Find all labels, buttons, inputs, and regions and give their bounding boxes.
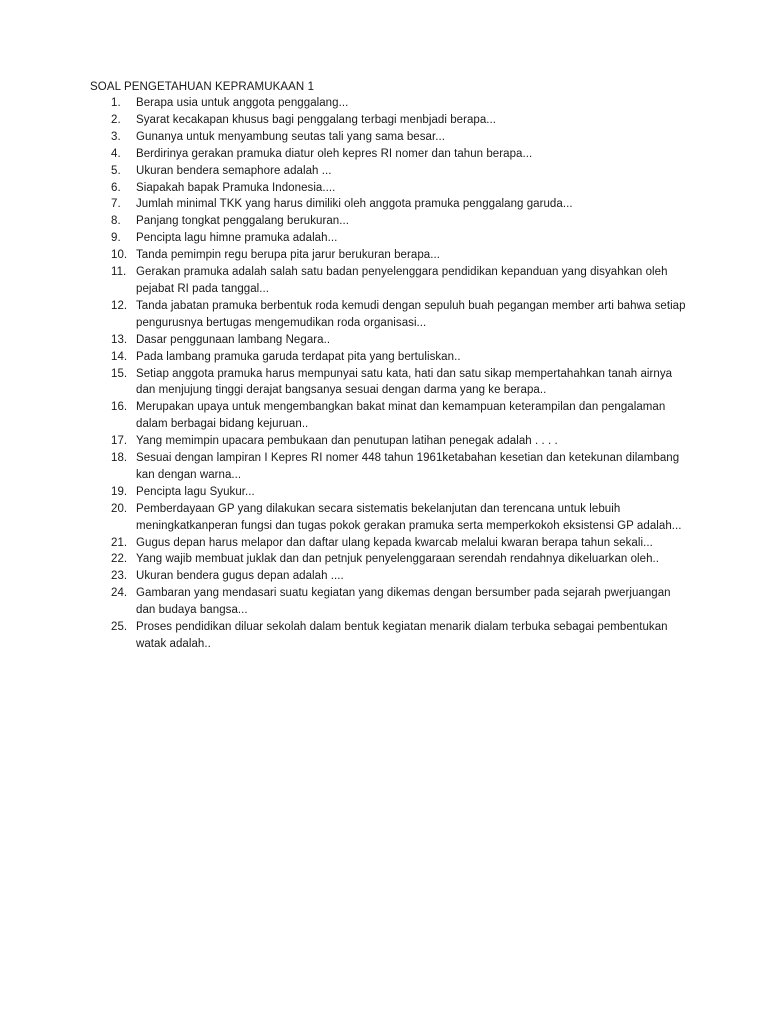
question-text: Gerakan pramuka adalah salah satu badan penyelenggara pendidikan kepanduan yang disyahkan oleh pejabat RI pada tanggal...: [136, 266, 668, 295]
question-number: 22.: [111, 553, 128, 566]
question-text: Panjang tongkat penggalang berukuran...: [136, 215, 349, 228]
question-number: 13.: [111, 333, 128, 346]
question-item: [90, 146, 690, 163]
question-item: [90, 366, 690, 400]
question-item: [90, 450, 690, 484]
question-item: [90, 332, 690, 349]
question-text: Syarat kecakapan khusus bagi penggalang terbagi menbjadi berapa...: [136, 113, 497, 126]
question-number: 14.: [111, 350, 128, 363]
question-number: 23.: [111, 570, 128, 583]
question-text: Siapakah bapak Pramuka Indonesia....: [136, 181, 336, 194]
question-text: Dasar penggunaan lambang Negara..: [136, 333, 331, 346]
question-list: [90, 95, 690, 653]
question-number: 19.: [111, 485, 128, 498]
question-number: 3.: [111, 130, 121, 143]
question-item: [90, 433, 690, 450]
question-number: 4.: [111, 147, 121, 160]
question-number: 21.: [111, 536, 128, 549]
question-text: Berdirinya gerakan pramuka diatur oleh kepres RI nomer dan tahun berapa...: [136, 147, 533, 160]
question-text: Pencipta lagu Syukur...: [136, 485, 255, 498]
document-title: SOAL PENGETAHUAN KEPRAMUKAAN 1: [90, 81, 315, 93]
question-item: [90, 129, 690, 146]
question-number: 17.: [111, 435, 128, 448]
question-number: 9.: [111, 232, 121, 245]
question-text: Tanda pemimpin regu berupa pita jarur berukuran berapa...: [136, 249, 440, 262]
question-number: 16.: [111, 401, 128, 414]
question-text: Yang wajib membuat juklak dan dan petnjuk penyelenggaraan serendah rendahnya dikeluarkan oleh..: [136, 553, 660, 566]
question-number: 11.: [111, 266, 127, 279]
question-item: [90, 484, 690, 501]
question-number: 12.: [111, 299, 128, 312]
question-text: Tanda jabatan pramuka berbentuk roda kemudi dengan sepuluh buah pegangan member arti bahwa setiap pengurusnya bertugas mengemudikan roda organisasi...: [136, 299, 686, 329]
question-text: Gambaran yang mendasari suatu kegiatan yang dikemas dengan bersumber pada sejarah pwerjuangan dan budaya bangsa...: [136, 587, 671, 617]
question-number: 7.: [111, 198, 121, 211]
question-item: [90, 95, 690, 112]
question-text: Proses pendidikan diluar sekolah dalam bentuk kegiatan menarik dialam terbuka sebagai pembentukan watak adalah..: [136, 621, 668, 650]
question-number: 6.: [111, 181, 121, 194]
question-number: 2.: [111, 113, 121, 126]
question-item: [90, 247, 690, 264]
question-text: Ukuran bendera gugus depan adalah ....: [136, 570, 344, 583]
question-number: 20.: [111, 502, 128, 515]
question-number: 24.: [111, 587, 128, 600]
question-text: Sesuai dengan lampiran I Kepres RI nomer 448 tahun 1961ketabahan kesetian dan ketekunan dilambang kan dengan warna...: [136, 452, 680, 481]
question-text: Pada lambang pramuka garuda terdapat pita yang bertuliskan..: [136, 350, 461, 363]
question-text: Jumlah minimal TKK yang harus dimiliki oleh anggota pramuka penggalang garuda...: [136, 198, 573, 211]
question-number: 25.: [111, 621, 128, 634]
question-item: [90, 163, 690, 180]
question-number: 10.: [111, 249, 128, 262]
question-item: [90, 399, 690, 433]
question-item: [90, 180, 690, 197]
question-item: [90, 501, 690, 535]
question-text: Yang memimpin upacara pembukaan dan penutupan latihan penegak adalah . . . .: [136, 435, 558, 448]
question-text: Merupakan upaya untuk mengembangkan bakat minat dan kemampuan keterampilan dan pengalaman dalam berbagai bidang kejuruan..: [136, 401, 666, 431]
question-item: [90, 551, 690, 568]
question-item: [90, 585, 690, 619]
question-item: [90, 112, 690, 129]
question-item: [90, 264, 690, 298]
question-text: Gugus depan harus melapor dan daftar ulang kepada kwarcab melalui kwaran berapa tahun sekali...: [136, 536, 653, 549]
question-item: [90, 619, 690, 653]
question-item: [90, 196, 690, 213]
question-number: 18.: [111, 452, 128, 465]
question-text: Setiap anggota pramuka harus mempunyai satu kata, hati dan satu sikap mempertahahkan tanah airnya dan menjujung tinggi derajat bangsanya sesuai dengan darma yang ke berapa..: [136, 367, 673, 397]
question-text: Pencipta lagu himne pramuka adalah...: [136, 232, 338, 245]
question-item: [90, 349, 690, 366]
question-text: Gunanya untuk menyambung seutas tali yang sama besar...: [136, 130, 445, 143]
question-number: 15.: [111, 367, 128, 380]
question-item: [90, 213, 690, 230]
question-number: 8.: [111, 215, 121, 228]
question-item: [90, 568, 690, 585]
question-item: [90, 230, 690, 247]
question-number: 1.: [111, 97, 121, 109]
question-text: Ukuran bendera semaphore adalah ...: [136, 164, 332, 177]
question-text: Pemberdayaan GP yang dilakukan secara sistematis bekelanjutan dan terencana untuk lebuih meningkatkanperan fungsi dan tugas pokok gerakan pramuka serta memperkokoh eksistensi GP adalah...: [136, 502, 682, 532]
question-item: [90, 535, 690, 552]
question-number: 5.: [111, 164, 121, 177]
question-text: Berapa usia untuk anggota penggalang...: [136, 97, 349, 109]
question-item: [90, 298, 690, 332]
